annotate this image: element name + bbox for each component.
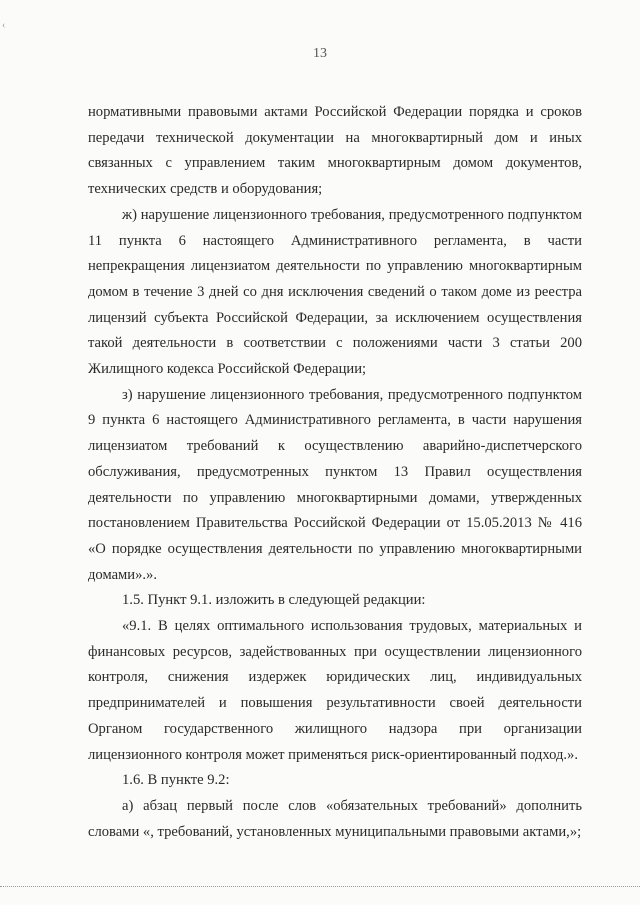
paragraph-item-zh: ж) нарушение лицензионного требования, предусмотренного подпунктом 11 пункта 6 настоящего Административного регламента, в части непрекращения лицензиатом деятельности по управлению многоквартирным домом в течение 3 дней со дня исключения сведений о таком доме из реестра лицензий субъекта Российской Федерации, за исключением осуществления такой деятельности в соответствии с положениями части 3 статьи 200 Жилищного кодекса Российской Федерации; <box>88 206 582 378</box>
scan-edge-mark: ‹ <box>2 20 6 31</box>
paragraph-continuation: нормативными правовыми актами Российской Федерации порядка и сроков передачи технической документации на многоквартирный дом и иных связанных с управлением таким многоквартирным домом документов, технических средств и оборудования; <box>88 104 582 198</box>
paragraph-item-a: а) абзац первый после слов «обязательных требований» дополнить словами «, требований, установленных муниципальными правовыми актами,»; <box>88 797 582 840</box>
scan-bottom-edge <box>0 886 640 887</box>
document-body <box>88 100 582 845</box>
paragraph-item-z: з) нарушение лицензионного требования, предусмотренного подпунктом 9 пункта 6 настоящего Административного регламента, в части нарушения лицензиатом требований к осуществлению аварийно-диспетчерского обслуживания, предусмотренных пунктом 13 Правил осуществления деятельности по управлению многоквартирными домами, утвержденных постановлением Правительства Российской Федерации от 15.05.2013 № 416 «О порядке осуществления деятельности по управлению многоквартирными домами».». <box>88 386 582 583</box>
paragraph-1-5: 1.5. Пункт 9.1. изложить в следующей редакции: <box>122 592 426 609</box>
paragraph-9-1-text: «9.1. В целях оптимального использования трудовых, материальных и финансовых ресурсов, задействованных при осуществлении лицензионного контроля, снижения издержек юридических лиц, индивидуальных предпринимателей и повышения результативности своей деятельности Органом государственного жилищного надзора при организации лицензионного контроля может применяться риск-ориентированный подход.». <box>88 618 582 763</box>
paragraph-1-6: 1.6. В пункте 9.2: <box>122 772 230 789</box>
page-number: 13 <box>313 46 327 61</box>
